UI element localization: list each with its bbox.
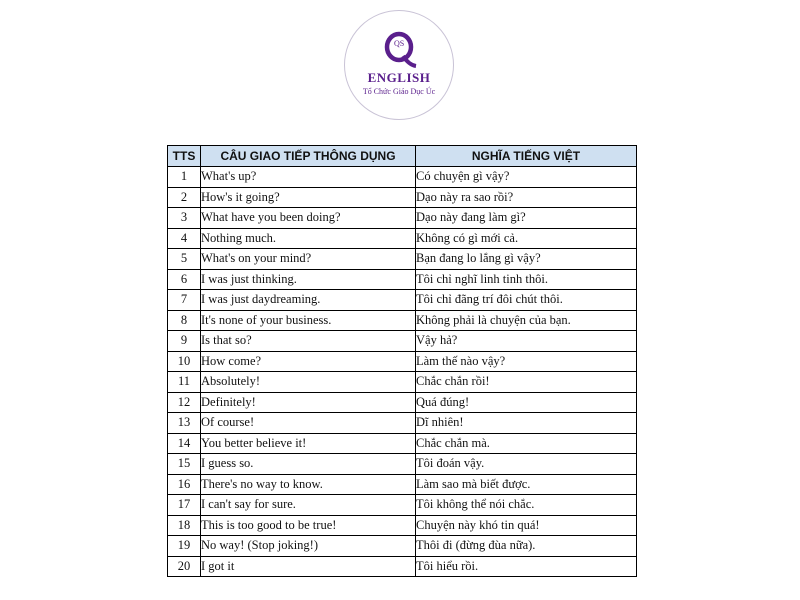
table-row xyxy=(168,331,637,352)
vietnamese-meaning: Dạo này ra sao rồi? xyxy=(416,187,637,208)
vietnamese-meaning: Tôi hiểu rồi. xyxy=(416,556,637,577)
english-phrase: I was just thinking. xyxy=(201,269,416,290)
row-number: 8 xyxy=(168,310,201,331)
english-phrase: There's no way to know. xyxy=(201,474,416,495)
logo-brand-text: ENGLISH xyxy=(367,70,431,85)
english-phrase: How's it going? xyxy=(201,187,416,208)
logo-letters: QS xyxy=(394,39,405,48)
vietnamese-meaning: Vậy hả? xyxy=(416,331,637,352)
brand-logo xyxy=(344,10,454,120)
table-row xyxy=(168,536,637,557)
vietnamese-meaning: Dĩ nhiên! xyxy=(416,413,637,434)
table-row xyxy=(168,310,637,331)
row-number: 20 xyxy=(168,556,201,577)
row-number: 6 xyxy=(168,269,201,290)
header-english-phrase: CÂU GIAO TIẾP THÔNG DỤNG xyxy=(201,146,416,167)
row-number: 1 xyxy=(168,167,201,188)
table-row xyxy=(168,269,637,290)
english-phrase: I got it xyxy=(201,556,416,577)
row-number: 17 xyxy=(168,495,201,516)
vietnamese-meaning: Làm thế nào vậy? xyxy=(416,351,637,372)
english-phrase: Of course! xyxy=(201,413,416,434)
english-phrase: Absolutely! xyxy=(201,372,416,393)
vietnamese-meaning: Làm sao mà biết được. xyxy=(416,474,637,495)
vietnamese-meaning: Bạn đang lo lắng gì vậy? xyxy=(416,249,637,270)
vietnamese-meaning: Dạo này đang làm gì? xyxy=(416,208,637,229)
vietnamese-meaning: Tôi chỉ đãng trí đôi chút thôi. xyxy=(416,290,637,311)
table-row xyxy=(168,454,637,475)
table-row xyxy=(168,495,637,516)
table-row xyxy=(168,351,637,372)
table-row xyxy=(168,187,637,208)
vietnamese-meaning: Chắc chắn rồi! xyxy=(416,372,637,393)
table-row xyxy=(168,433,637,454)
row-number: 15 xyxy=(168,454,201,475)
row-number: 5 xyxy=(168,249,201,270)
row-number: 2 xyxy=(168,187,201,208)
table-row xyxy=(168,474,637,495)
vietnamese-meaning: Tôi không thể nói chắc. xyxy=(416,495,637,516)
row-number: 13 xyxy=(168,413,201,434)
table-row xyxy=(168,228,637,249)
english-phrase: It's none of your business. xyxy=(201,310,416,331)
header-number: TTS xyxy=(168,146,201,167)
english-phrase: I guess so. xyxy=(201,454,416,475)
english-phrase: Nothing much. xyxy=(201,228,416,249)
row-number: 7 xyxy=(168,290,201,311)
table-row xyxy=(168,515,637,536)
table-row xyxy=(168,392,637,413)
english-phrase: What's up? xyxy=(201,167,416,188)
vietnamese-meaning: Chắc chắn mà. xyxy=(416,433,637,454)
row-number: 16 xyxy=(168,474,201,495)
table-row xyxy=(168,372,637,393)
english-phrase: This is too good to be true! xyxy=(201,515,416,536)
row-number: 19 xyxy=(168,536,201,557)
english-phrase: No way! (Stop joking!) xyxy=(201,536,416,557)
row-number: 12 xyxy=(168,392,201,413)
english-phrase: You better believe it! xyxy=(201,433,416,454)
table-row xyxy=(168,208,637,229)
logo-tagline: Tổ Chức Giáo Dục Úc xyxy=(362,87,436,96)
table-row xyxy=(168,413,637,434)
row-number: 14 xyxy=(168,433,201,454)
english-phrase: I was just daydreaming. xyxy=(201,290,416,311)
row-number: 11 xyxy=(168,372,201,393)
row-number: 4 xyxy=(168,228,201,249)
header-vietnamese-meaning: NGHĨA TIẾNG VIỆT xyxy=(416,146,637,167)
english-phrase: What's on your mind? xyxy=(201,249,416,270)
table-row xyxy=(168,556,637,577)
english-phrase: Definitely! xyxy=(201,392,416,413)
row-number: 18 xyxy=(168,515,201,536)
english-phrase: Is that so? xyxy=(201,331,416,352)
vietnamese-meaning: Có chuyện gì vậy? xyxy=(416,167,637,188)
vietnamese-meaning: Quá đúng! xyxy=(416,392,637,413)
vietnamese-meaning: Thôi đi (đừng đùa nữa). xyxy=(416,536,637,557)
english-phrase: How come? xyxy=(201,351,416,372)
table-row xyxy=(168,290,637,311)
q-logo-icon xyxy=(383,31,417,69)
english-phrase: What have you been doing? xyxy=(201,208,416,229)
vietnamese-meaning: Không phải là chuyện của bạn. xyxy=(416,310,637,331)
row-number: 3 xyxy=(168,208,201,229)
table-row xyxy=(168,167,637,188)
vietnamese-meaning: Tôi đoán vậy. xyxy=(416,454,637,475)
row-number: 10 xyxy=(168,351,201,372)
vietnamese-meaning: Tôi chỉ nghĩ linh tinh thôi. xyxy=(416,269,637,290)
row-number: 9 xyxy=(168,331,201,352)
table-row xyxy=(168,249,637,270)
table-body xyxy=(168,167,637,577)
table-header-row xyxy=(168,146,637,167)
english-phrase: I can't say for sure. xyxy=(201,495,416,516)
phrases-table xyxy=(167,145,637,577)
vietnamese-meaning: Chuyện này khó tin quá! xyxy=(416,515,637,536)
vietnamese-meaning: Không có gì mới cả. xyxy=(416,228,637,249)
